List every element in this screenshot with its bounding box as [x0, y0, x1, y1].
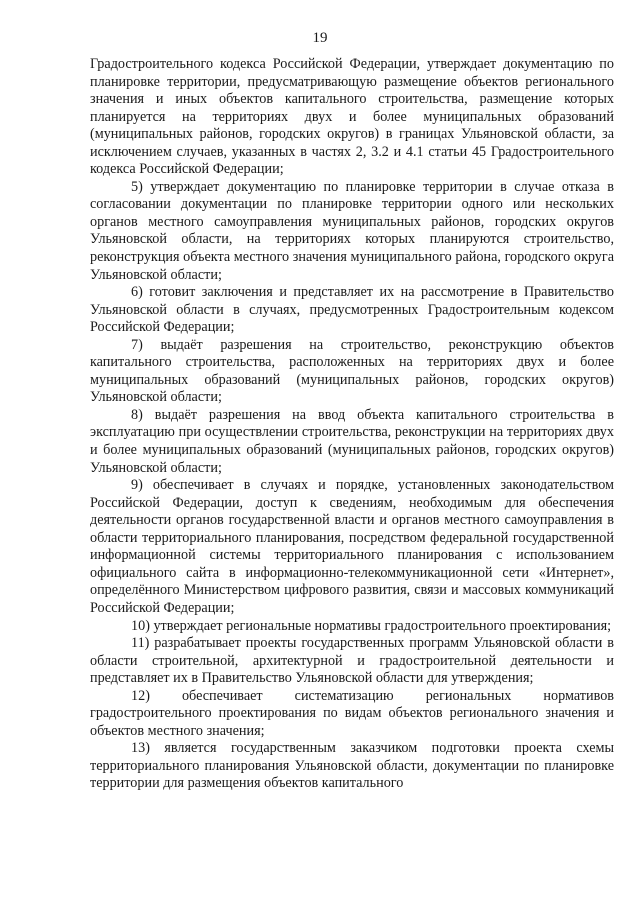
paragraph-item-10: 10) утверждает региональные нормативы градостроительного проектирования;	[131, 617, 612, 634]
paragraph-item-8: 8) выдаёт разрешения на ввод объекта капитального строительства в эксплуатацию при осуществлении строительства, реконструкции на территориях двух и более муниципальных образований (муниципальных районов, городских округов) Ульяновской области;	[90, 406, 614, 476]
paragraph-item-7: 7) выдаёт разрешения на строительство, реконструкцию объектов капитального строительства, расположенных на территориях двух и более муниципальных образований (муниципальных районов, городских округов) Ульяновской области;	[90, 336, 614, 406]
paragraph-item-6: 6) готовит заключения и представляет их на рассмотрение в Правительство Ульяновской области в случаях, предусмотренных Градостроительным кодексом Российской Федерации;	[90, 284, 614, 336]
document-body	[90, 56, 614, 793]
paragraph-item-9: 9) обеспечивает в случаях и порядке, установленных законодательством Российской Федерации, доступ к сведениям, необходимым для обеспечения деятельности органов государственной власти и органов местного самоуправления в области территориального планирования, посредством федеральной государственной информационной системы территориального планирования с использованием официального сайта в информационно-телекоммуникационной сети «Интернет», определённого Министерством цифрового развития, связи и массовых коммуникаций Российской Федерации;	[90, 477, 614, 616]
page-number: 19	[312, 30, 328, 46]
paragraph-item-11: 11) разрабатывает проекты государственных программ Ульяновской области в области строительной, архитектурной и градостроительной деятельности и представляет их в Правительство Ульяновской области для утверждения;	[90, 635, 614, 687]
paragraph-item-12: 12) обеспечивает систематизацию региональных нормативов градостроительного проектирования по видам объектов регионального значения и объектов местного значения;	[90, 687, 614, 739]
paragraph-item-13: 13) является государственным заказчиком подготовки проекта схемы территориального планирования Ульяновской области, документации по планировке территории для размещения объектов капитального	[90, 740, 614, 792]
paragraph-item-5: 5) утверждает документацию по планировке территории в случае отказа в согласовании документации по планировке территории одного или нескольких органов местного самоуправления муниципальных районов, городских округов Ульяновской области, на территориях которых планируются строительство, реконструкция объекта местного значения муниципального района, городского округа Ульяновской области;	[90, 178, 614, 283]
paragraph-continuation: Градостроительного кодекса Российской Федерации, утверждает документацию по планировке территории, предусматривающую размещение объектов регионального значения и иных объектов капитального строительства, размещение которых планируется на территориях двух и более муниципальных образований (муниципальных районов, городских округов) в границах Ульяновской области, за исключением случаев, указанных в частях 2, 3.2 и 4.1 статьи 45 Градостроительного кодекса Российской Федерации;	[90, 56, 614, 178]
